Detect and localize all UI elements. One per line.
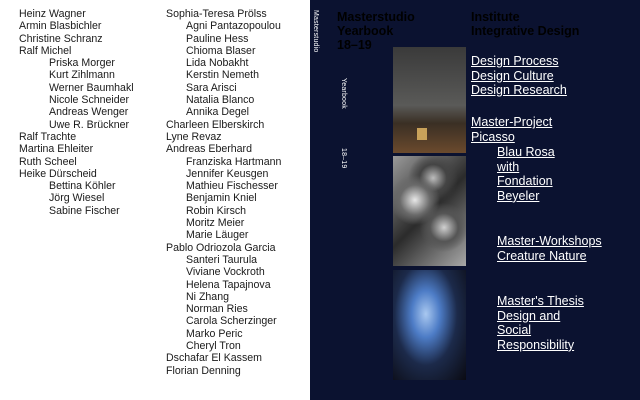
name-entry: Andreas Wenger [49, 106, 129, 119]
link-design-culture[interactable]: Design Culture [471, 68, 554, 83]
photo-gallery-room [393, 47, 466, 153]
title-line: Masterstudio [337, 10, 415, 24]
name-entry: Heinz Wagner [19, 8, 86, 20]
name-entry: Carola Scherzinger [186, 315, 277, 328]
name-entry: Agni Pantazopoulou [186, 20, 281, 33]
name-entry: Kerstin Nemeth [186, 69, 260, 82]
links-blau-rosa [497, 145, 555, 203]
name-entry: Norman Ries [186, 303, 248, 316]
name-entry: Benjamin Kniel [186, 192, 257, 205]
name-entry: Helena Tapajnova [186, 278, 271, 291]
name-entry: Cheryl Tron [186, 340, 241, 353]
name-entry: Sabine Fischer [49, 204, 120, 217]
name-entry: Annika Degel [186, 106, 250, 119]
name-entry: Marie Läuger [186, 229, 249, 242]
link-picasso[interactable]: Picasso [471, 129, 515, 144]
link-master-project[interactable]: Master-Project [471, 115, 553, 129]
name-entry: Marko Peric [186, 327, 243, 340]
name-entry: Charleen Elberskirch [166, 118, 265, 131]
link-responsibility[interactable]: Responsibility [497, 337, 575, 352]
name-entry: Kurt Zihlmann [49, 69, 115, 82]
name-entry: Christine Schranz [19, 32, 103, 45]
name-entry: Priska Morger [49, 57, 115, 70]
name-entry: Nicole Schneider [49, 94, 130, 107]
links-design [471, 54, 567, 98]
name-entry: Lida Nobakht [186, 57, 249, 70]
title-line: Yearbook [337, 24, 394, 38]
name-entry: Santeri Taurula [186, 253, 258, 266]
name-entry: Ruth Scheel [19, 155, 77, 168]
names-column-left [19, 8, 134, 217]
name-entry: Ralf Michel [19, 44, 72, 57]
link-design-research[interactable]: Design Research [471, 83, 567, 98]
name-entry: Florian Denning [166, 364, 241, 377]
links-thesis [497, 294, 584, 352]
spine-yearbook: Yearbook [340, 78, 347, 109]
names-column-right [166, 8, 281, 377]
name-entry: Sophia-Teresa Prölss [166, 8, 267, 20]
name-entry: Pablo Odriozola Garcia [166, 241, 276, 254]
name-entry: Chioma Blaser [186, 44, 256, 57]
name-entry: Robin Kirsch [186, 204, 247, 217]
name-entry: Andreas Eberhard [166, 143, 252, 156]
link-masters-thesis[interactable]: Master's Thesis [497, 294, 584, 308]
name-entry: Uwe R. Brückner [49, 118, 130, 131]
name-entry: Lyne Revaz [166, 130, 222, 143]
links-workshops [497, 234, 602, 263]
name-entry: Natalia Blanco [186, 94, 255, 107]
link-design-process[interactable]: Design Process [471, 54, 559, 68]
name-entry: Heike Dürscheid [19, 167, 97, 180]
name-entry: Viviane Vockroth [186, 266, 265, 279]
name-entry: Franziska Hartmann [186, 155, 282, 168]
link-with[interactable]: with [497, 159, 520, 174]
names-page [0, 0, 310, 400]
link-beyeler[interactable]: Beyeler [497, 188, 540, 203]
title-line: 18–19 [337, 38, 372, 52]
name-entry: Jennifer Keusgen [186, 167, 269, 180]
institute-line: Institute [471, 10, 520, 24]
links-master-project [471, 115, 552, 144]
cover-title [337, 10, 415, 52]
institute-title [471, 10, 579, 38]
name-entry: Ni Zhang [186, 290, 229, 303]
name-entry: Werner Baumhakl [49, 81, 134, 94]
photo-stone-texture [393, 156, 466, 266]
name-entry: Bettina Köhler [49, 180, 116, 193]
name-entry: Martina Ehleiter [19, 143, 94, 156]
spine-masterstudio: Masterstudio [312, 10, 319, 53]
name-entry: Ralf Trachte [19, 130, 77, 143]
link-creature-nature[interactable]: Creature Nature [497, 248, 587, 263]
name-entry: Jörg Wiesel [49, 192, 105, 205]
link-master-workshops[interactable]: Master-Workshops [497, 234, 602, 248]
name-entry: Sara Arisci [186, 81, 237, 94]
spine-year: 18–19 [340, 148, 347, 169]
photo-dancer-fabric [393, 270, 466, 380]
institute-line: Integrative Design [471, 24, 580, 38]
name-entry: Moritz Meier [186, 217, 245, 230]
name-entry: Dschafar El Kassem [166, 352, 262, 365]
name-entry: Pauline Hess [186, 32, 249, 45]
link-social[interactable]: Social [497, 323, 532, 338]
name-entry: Armin Blasbichler [19, 20, 102, 33]
name-entry: Mathieu Fischesser [186, 180, 278, 193]
link-design-and[interactable]: Design and [497, 308, 561, 323]
photo-lamp-object [417, 128, 427, 140]
link-blau-rosa[interactable]: Blau Rosa [497, 145, 555, 159]
link-fondation[interactable]: Fondation [497, 174, 553, 189]
